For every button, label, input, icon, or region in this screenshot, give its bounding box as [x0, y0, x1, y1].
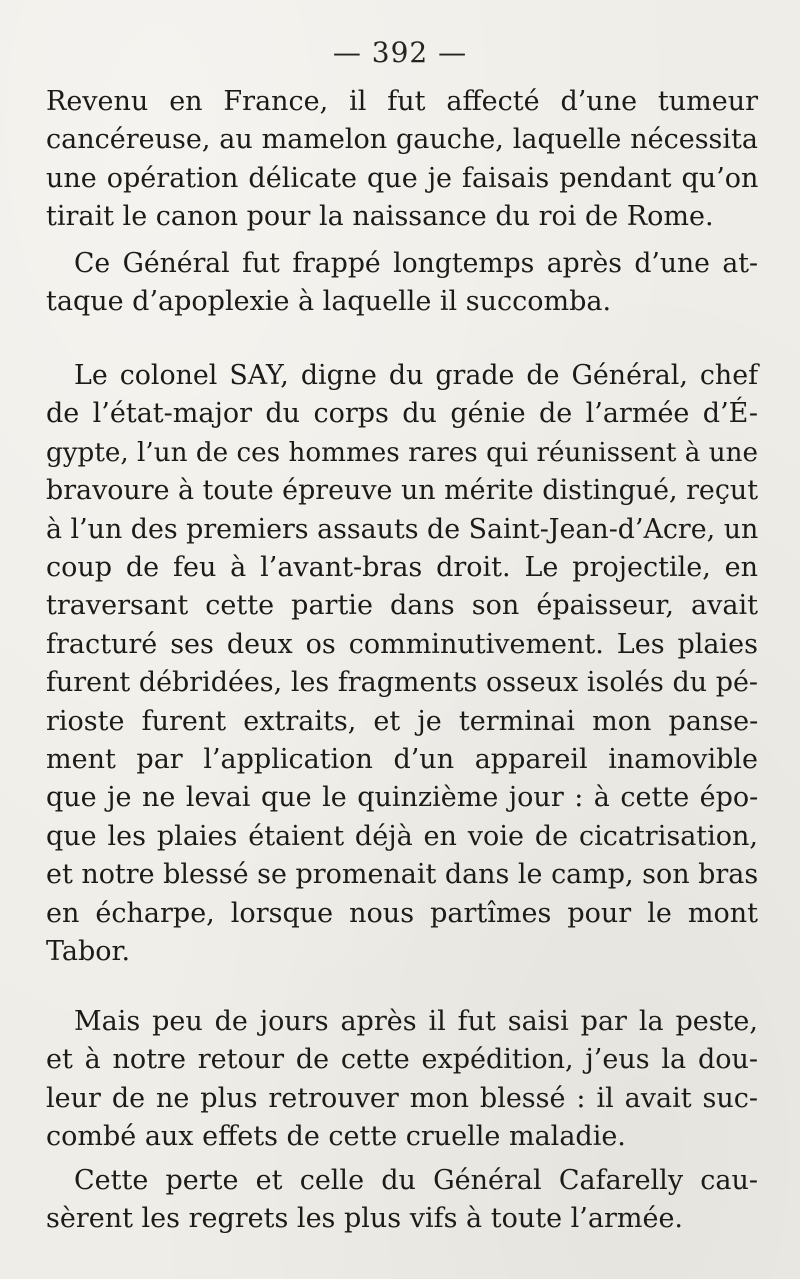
paragraph-3 [46, 357, 758, 972]
text-line: ment par l’application d’un appareil inamovible [46, 744, 758, 776]
text-line: fracturé ses deux os comminutivement. Les plaies [46, 628, 758, 660]
text-line: que les plaies étaient déjà en voie de cicatrisation, [46, 820, 758, 852]
text-line: coup de feu à l’avant-bras droit. Le projectile, en [46, 552, 758, 584]
text-line: bravoure à toute épreuve un mérite distingué, reçut [46, 475, 758, 507]
paragraph-1 [46, 83, 758, 237]
text-line: de l’état-major du corps du génie de l’armée d’É- [46, 398, 758, 430]
text-line: Le colonel SAY, digne du grade de Général, chef [74, 360, 758, 391]
text-line: et à notre retour de cette expédition, j’eus la dou- [46, 1044, 758, 1076]
text-line: rioste furent extraits, et je terminai mon panse- [46, 705, 759, 737]
text-line: Cette perte et celle du Général Cafarelly cau- [74, 1165, 758, 1196]
text-line: Ce Général fut frappé longtemps après d’une at- [74, 248, 758, 279]
text-line: traversant cette partie dans son épaisseur, avait [46, 590, 758, 622]
paragraph-4 [46, 1003, 758, 1157]
text-line: Revenu en France, il fut affecté d’une tumeur [46, 86, 759, 117]
text-line: combé aux effets de cette cruelle maladie. [46, 1121, 626, 1153]
text-line: et notre blessé se promenait dans le camp, son bras [46, 859, 759, 891]
text-line: cancéreuse, au mamelon gauche, laquelle nécessita [46, 124, 758, 156]
text-line: une opération délicate que je faisais pendant qu’on [46, 162, 759, 194]
text-line: à l’un des premiers assauts de Saint-Jean-d’Acre, un [46, 513, 759, 545]
text-line: tirait le canon pour la naissance du roi de Rome. [46, 201, 714, 233]
paragraph-5 [46, 1162, 758, 1239]
text-line: que je ne levai que le quinzième jour : à cette épo- [46, 782, 759, 814]
text-line: leur de ne plus retrouver mon blessé : il avait suc- [46, 1082, 758, 1114]
text-line: en écharpe, lorsque nous partîmes pour le mont [46, 897, 758, 929]
text-line: gypte, l’un de ces hommes rares qui réunissent à une [46, 437, 758, 468]
text-line: taque d’apoplexie à laquelle il succomba. [46, 286, 612, 318]
text-line: Tabor. [46, 936, 131, 968]
text-line: furent débridées, les fragments osseux isolés du pé- [46, 667, 758, 699]
paragraph-2 [46, 245, 758, 322]
text-line: sèrent les regrets les plus vifs à toute l’armée. [46, 1203, 684, 1235]
text-line: Mais peu de jours après il fut saisi par la peste, [74, 1006, 758, 1037]
page-number: — 392 — [332, 36, 468, 69]
